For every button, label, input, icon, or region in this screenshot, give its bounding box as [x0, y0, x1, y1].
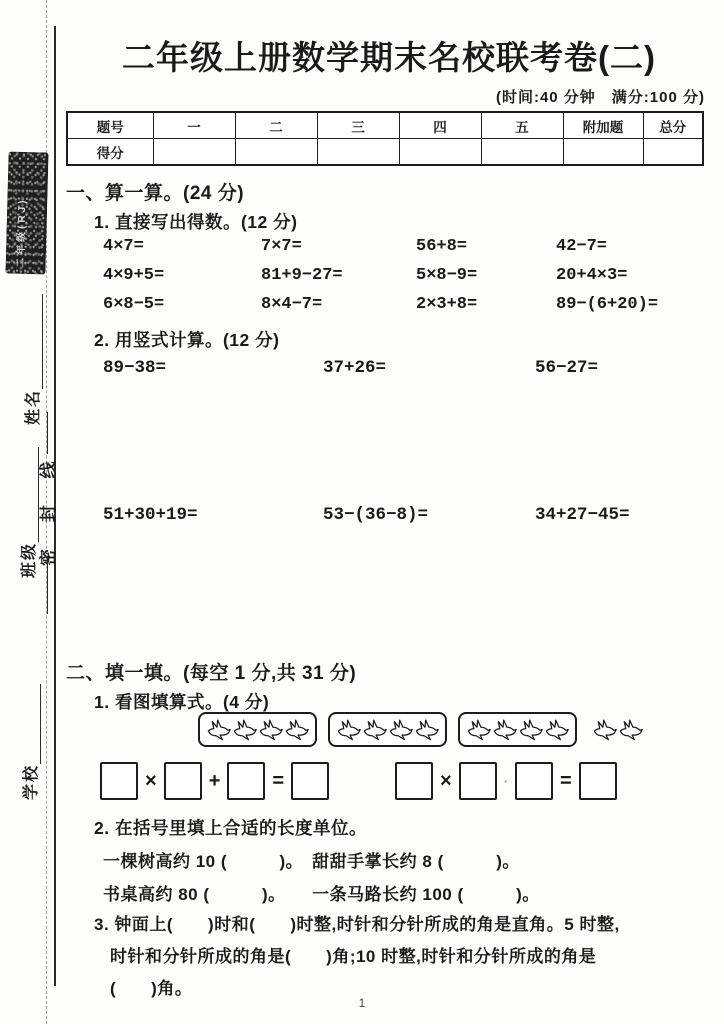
- clock-angle-line: ( )角。: [110, 979, 193, 998]
- header-cell: 附加题: [563, 112, 643, 139]
- bird-icon: [258, 718, 283, 741]
- seal-line-text: 密 封 线: [39, 450, 58, 566]
- score-table-header-row: [67, 112, 703, 139]
- bird-icon: [492, 718, 517, 741]
- math-problem: 89−(6+20)=: [556, 295, 659, 314]
- score-cell: [643, 139, 703, 166]
- name-blank-line: [28, 294, 43, 389]
- answer-box: [227, 762, 265, 800]
- header-cell: 三: [317, 112, 399, 139]
- operator: =: [272, 770, 285, 792]
- page-number: 1: [358, 998, 366, 1010]
- header-cell: 二: [235, 112, 317, 139]
- column-calc-row: [103, 505, 630, 525]
- math-problem: 37+26=: [323, 358, 387, 378]
- bird-icon: [336, 718, 361, 741]
- math-problem: 34+27−45=: [535, 505, 630, 525]
- math-problem: 42−7=: [556, 237, 608, 256]
- header-cell: 题号: [67, 112, 153, 139]
- clock-angle-line: 时针和分针所成的角是( )角;10 时整,时针和分针所成的角是: [110, 947, 597, 966]
- name-label: 姓名: [25, 388, 42, 425]
- loose-birds: [592, 718, 643, 741]
- answer-box: [579, 762, 617, 800]
- bird-icon: [466, 718, 491, 741]
- fill-equation-2: [395, 762, 617, 800]
- math-problem: 4×9+5=: [103, 266, 165, 285]
- math-problem: 81+9−27=: [261, 266, 343, 285]
- score-cell: [235, 139, 317, 166]
- length-unit-line: 一棵树高约 10 ( )。 甜甜手掌长约 8 ( )。: [103, 852, 520, 871]
- score-table: [66, 111, 704, 166]
- bird-group-box: [328, 712, 447, 747]
- header-cell: 一: [153, 112, 235, 139]
- class-label: 班级: [21, 541, 38, 578]
- answer-box: [164, 762, 202, 800]
- bird-icon: [388, 718, 413, 741]
- answer-box: [100, 762, 138, 800]
- score-cell: [481, 139, 563, 166]
- header-cell: 五: [481, 112, 563, 139]
- score-table-score-row: [67, 139, 703, 166]
- oral-calc-row: [103, 237, 607, 256]
- section2-sub2-heading: 2. 在括号里填上合适的长度单位。: [94, 818, 367, 838]
- math-problem: 5×8−9=: [416, 266, 478, 285]
- score-cell: [563, 139, 643, 166]
- oral-calc-row: [103, 295, 658, 314]
- bird-icon: [592, 718, 617, 741]
- math-problem: 6×8−5=: [103, 295, 165, 314]
- bird-icon: [544, 718, 569, 741]
- score-cell: [399, 139, 481, 166]
- section1-heading: 一、算一算。(24 分): [66, 183, 245, 204]
- operator: ×: [440, 770, 452, 792]
- bird-icon: [362, 718, 387, 741]
- section2-sub1-heading: 1. 看图填算式。(4 分): [94, 692, 270, 712]
- operator: =: [560, 770, 572, 792]
- column-calc-row: [103, 358, 598, 378]
- math-problem: 7×7=: [261, 237, 302, 256]
- bird-icon: [618, 718, 643, 741]
- publisher-stamp: [5, 151, 48, 274]
- math-problem: 51+30+19=: [103, 505, 198, 525]
- operator: ×: [145, 770, 157, 792]
- math-problem: 8×4−7=: [261, 295, 323, 314]
- school-blank-line: [26, 684, 41, 764]
- operator: +: [208, 770, 221, 792]
- seal-line-segment: [47, 556, 48, 614]
- faded-operator: ·: [503, 773, 509, 789]
- clock-angle-line: 3. 钟面上( )时和( )时整,时针和分针所成的角是直角。5 时整,: [94, 915, 620, 934]
- student-school-field: [18, 670, 41, 800]
- math-problem: 2×3+8=: [416, 295, 478, 314]
- bird-icon: [414, 718, 439, 741]
- exam-time-score-note: (时间:40 分钟 满分:100 分): [495, 89, 705, 106]
- header-cell: 总分: [643, 112, 703, 139]
- fill-equation-1: [100, 762, 329, 800]
- stamp-text: 二年级(RJ): [15, 197, 29, 269]
- length-unit-line: 书桌高约 80 ( )。 一条马路长约 100 ( )。: [103, 885, 540, 904]
- bird-group-box: [198, 712, 317, 747]
- bird-icon: [206, 718, 231, 741]
- answer-box: [515, 762, 553, 800]
- math-problem: 56+8=: [416, 237, 468, 256]
- header-cell: 四: [399, 112, 481, 139]
- bird-icon: [284, 718, 309, 741]
- answer-box: [291, 762, 329, 800]
- oral-calc-row: [103, 266, 627, 285]
- math-problem: 89−38=: [103, 358, 167, 378]
- math-problem: 53−(36−8)=: [323, 505, 429, 525]
- section2-heading: 二、填一填。(每空 1 分,共 31 分): [66, 663, 357, 684]
- school-label: 学校: [23, 763, 40, 800]
- math-problem: 4×7=: [103, 237, 144, 256]
- section1-sub2-heading: 2. 用竖式计算。(12 分): [94, 330, 280, 350]
- answer-box: [459, 762, 497, 800]
- answer-box: [395, 762, 433, 800]
- bird-icon: [518, 718, 543, 741]
- exam-title: 二年级上册数学期末名校联考卷(二): [122, 39, 656, 76]
- score-row-label: 得分: [67, 139, 153, 166]
- bird-icon: [232, 718, 257, 741]
- score-cell: [317, 139, 399, 166]
- student-name-field: [20, 285, 43, 425]
- bird-picture: [198, 712, 643, 747]
- section1-sub1-heading: 1. 直接写出得数。(12 分): [94, 212, 298, 232]
- math-problem: 20+4×3=: [556, 266, 628, 285]
- bird-group-box: [458, 712, 577, 747]
- score-cell: [153, 139, 235, 166]
- math-problem: 56−27=: [535, 358, 599, 378]
